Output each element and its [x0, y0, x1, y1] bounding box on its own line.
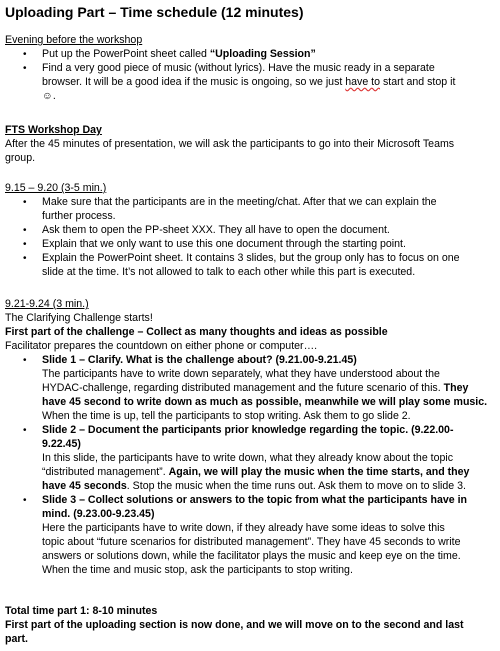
- slide-2-line-3: [42, 480, 466, 493]
- slide-2-line-1: In this slide, the participants have to write down, what they already know about the topic: [42, 452, 454, 464]
- facilitator-note: Facilitator prepares the countdown on either phone or computer….: [5, 340, 318, 352]
- slide-3-line-1: Here the participants have to write down, if they already have some ideas to solve this: [42, 522, 445, 534]
- spellcheck-text: have to: [345, 76, 381, 88]
- slide-1-line-2: [42, 382, 468, 395]
- slide-2-heading-line-1: Slide 2 – Document the participants prior knowledge regarding the topic. (9.22.00-: [42, 424, 454, 436]
- text: browser. It will be a good idea if the music is ongoing, so we just: [42, 76, 346, 88]
- fts-intro-line-2: group.: [5, 152, 36, 164]
- evening-bullet-2-line-1: Find a very good piece of music (without lyrics). Have the music ready in a separate: [42, 62, 435, 74]
- evening-bullet-1: [42, 48, 316, 61]
- bullet-icon: •: [23, 239, 27, 250]
- s1-bullet-3: Explain that we only want to use this one document through the starting point.: [42, 238, 406, 250]
- slide-2-line-2: [42, 466, 469, 479]
- text: Put up the PowerPoint sheet called: [42, 48, 210, 60]
- s1-bullet-1-line-1: Make sure that the participants are in the meeting/chat. After that we can explain the: [42, 196, 437, 208]
- bold-text: have 45 seconds: [42, 480, 127, 492]
- page-title: Uploading Part – Time schedule (12 minutes): [5, 4, 304, 20]
- slide-1-line-4: When the time is up, tell the participants to stop writing. Ask them to go slide 2.: [42, 410, 411, 422]
- bullet-icon: •: [23, 425, 27, 436]
- fts-intro-line-1: After the 45 minutes of presentation, we will ask the participants to go into their Microsoft Teams: [5, 138, 455, 150]
- text: “distributed management”.: [42, 466, 169, 478]
- sheet-name: “Uploading Session”: [209, 48, 316, 60]
- text: . Stop the music when the time runs out. Ask them to move on to slide 3.: [126, 480, 466, 492]
- text: start and stop it: [380, 76, 456, 88]
- slide-1-line-3: have 45 second to write down as much as possible, meanwhile we will play some music.: [42, 396, 488, 408]
- closing-line-2: part.: [5, 633, 28, 645]
- evening-heading: Evening before the workshop: [5, 34, 143, 46]
- s1-bullet-4-line-1: Explain the PowerPoint sheet. It contains 3 slides, but the group only has to focus on one: [42, 252, 460, 264]
- bullet-icon: •: [23, 49, 27, 60]
- slide-1-heading: Slide 1 – Clarify. What is the challenge about? (9.21.00-9.21.45): [42, 354, 357, 366]
- slide-3-line-3: answers or solutions down, while the facilitator plays the music and keep eye on the time.: [42, 550, 461, 562]
- bullet-icon: •: [23, 225, 27, 236]
- bullet-icon: •: [23, 63, 27, 74]
- s1-bullet-2: Ask them to open the PP-sheet XXX. They all have to open the document.: [42, 224, 390, 236]
- total-time: Total time part 1: 8-10 minutes: [5, 605, 158, 617]
- bullet-icon: •: [23, 355, 27, 366]
- slide-3-line-2: topic about “future scenarios for distributed management”. They have 45 seconds to write: [42, 536, 461, 548]
- slide-2-heading-line-2: 9.22.45): [42, 438, 81, 450]
- bullet-icon: •: [23, 253, 27, 264]
- challenge-starts: The Clarifying Challenge starts!: [5, 312, 153, 324]
- section-1-time: 9.15 – 9.20 (3-5 min.): [5, 182, 107, 194]
- slide-3-heading-line-1: Slide 3 – Collect solutions or answers to the topic from what the participants have in: [42, 494, 468, 506]
- bullet-icon: •: [23, 197, 27, 208]
- slide-3-heading-line-2: mind. (9.23.00-9.23.45): [42, 508, 155, 520]
- slide-3-line-4: When the time and music stop, ask the participants to stop writing.: [42, 564, 353, 576]
- s1-bullet-4-line-2: slide at the time. It’s not allowed to talk to each other while this part is executed.: [42, 266, 416, 278]
- closing-line-1: First part of the uploading section is now done, and we will move on to the second and last: [5, 619, 464, 631]
- text: HYDAC-challenge, regarding distributed management and the future scenario of this.: [42, 382, 444, 394]
- s1-bullet-1-line-2: further process.: [42, 210, 116, 222]
- bold-text: Again, we will play the music when the time starts, and they: [168, 466, 470, 478]
- bold-text: They: [443, 382, 469, 394]
- section-2-time: 9.21-9.24 (3 min.): [5, 298, 89, 310]
- fts-heading: FTS Workshop Day: [5, 124, 102, 136]
- first-part-heading: First part of the challenge – Collect as many thoughts and ideas as possible: [5, 326, 388, 338]
- smiley-emoji: ☺.: [42, 90, 56, 102]
- slide-1-line-1: The participants have to write down separately, what they have understood about the: [42, 368, 440, 380]
- bullet-icon: •: [23, 495, 27, 506]
- evening-bullet-2-line-2: [42, 76, 455, 89]
